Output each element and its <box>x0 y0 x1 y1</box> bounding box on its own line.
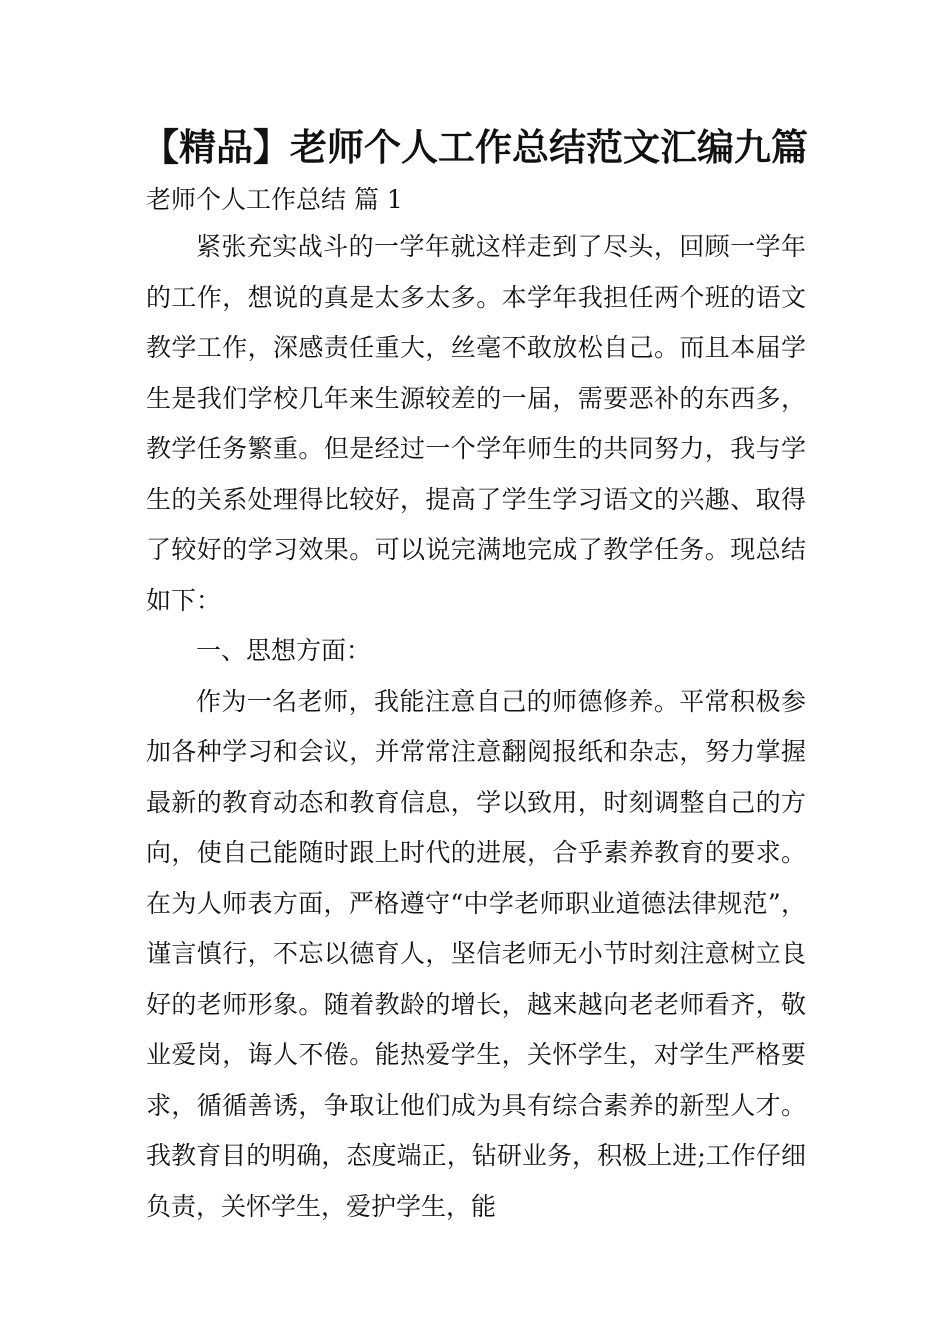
document-body <box>146 222 806 1322</box>
document-title: 【精品】老师个人工作总结范文汇编九篇 <box>142 126 808 169</box>
paragraph-thought: 作为一名老师，我能注意自己的师德修养。平常积极参加各种学习和会议，并常常注意翻阅报纸和杂志，努力掌握最新的教育动态和教育信息，学以致用，时刻调整自己的方向，使自己能随时跟上时代的进展，合乎素养教育的要求。在为人师表方面，严格遵守“中学老师职业道德法律规范”，谨言慎行，不忘以德育人，坚信老师无小节时刻注意树立良好的老师形象。随着教龄的增长，越来越向老老师看齐，敬业爱岗，诲人不倦。能热爱学生，关怀学生，对学生严格要求，循循善诱，争取让他们成为具有综合素养的新型人才。我教育目的明确，态度端正，钻研业务，积极上进;工作仔细负责，关怀学生，爱护学生，能 <box>146 686 806 1221</box>
paragraph-heading-thought: 一、思想方面： <box>196 636 372 665</box>
paragraph-intro: 紧张充实战斗的一学年就这样走到了尽头，回顾一学年的工作，想说的真是太多太多。本学年我担任两个班的语文教学工作，深感责任重大，丝毫不敢放松自己。而且本届学生是我们学校几年来生源较差的一届，需要恶补的东西多，教学任务繁重。但是经过一个学年师生的共同努力，我与学生的关系处理得比较好，提高了学生学习语文的兴趣、取得了较好的学习效果。可以说完满地完成了教学任务。现总结如下： <box>146 232 806 615</box>
section-heading: 老师个人工作总结 篇 1 <box>146 185 403 214</box>
